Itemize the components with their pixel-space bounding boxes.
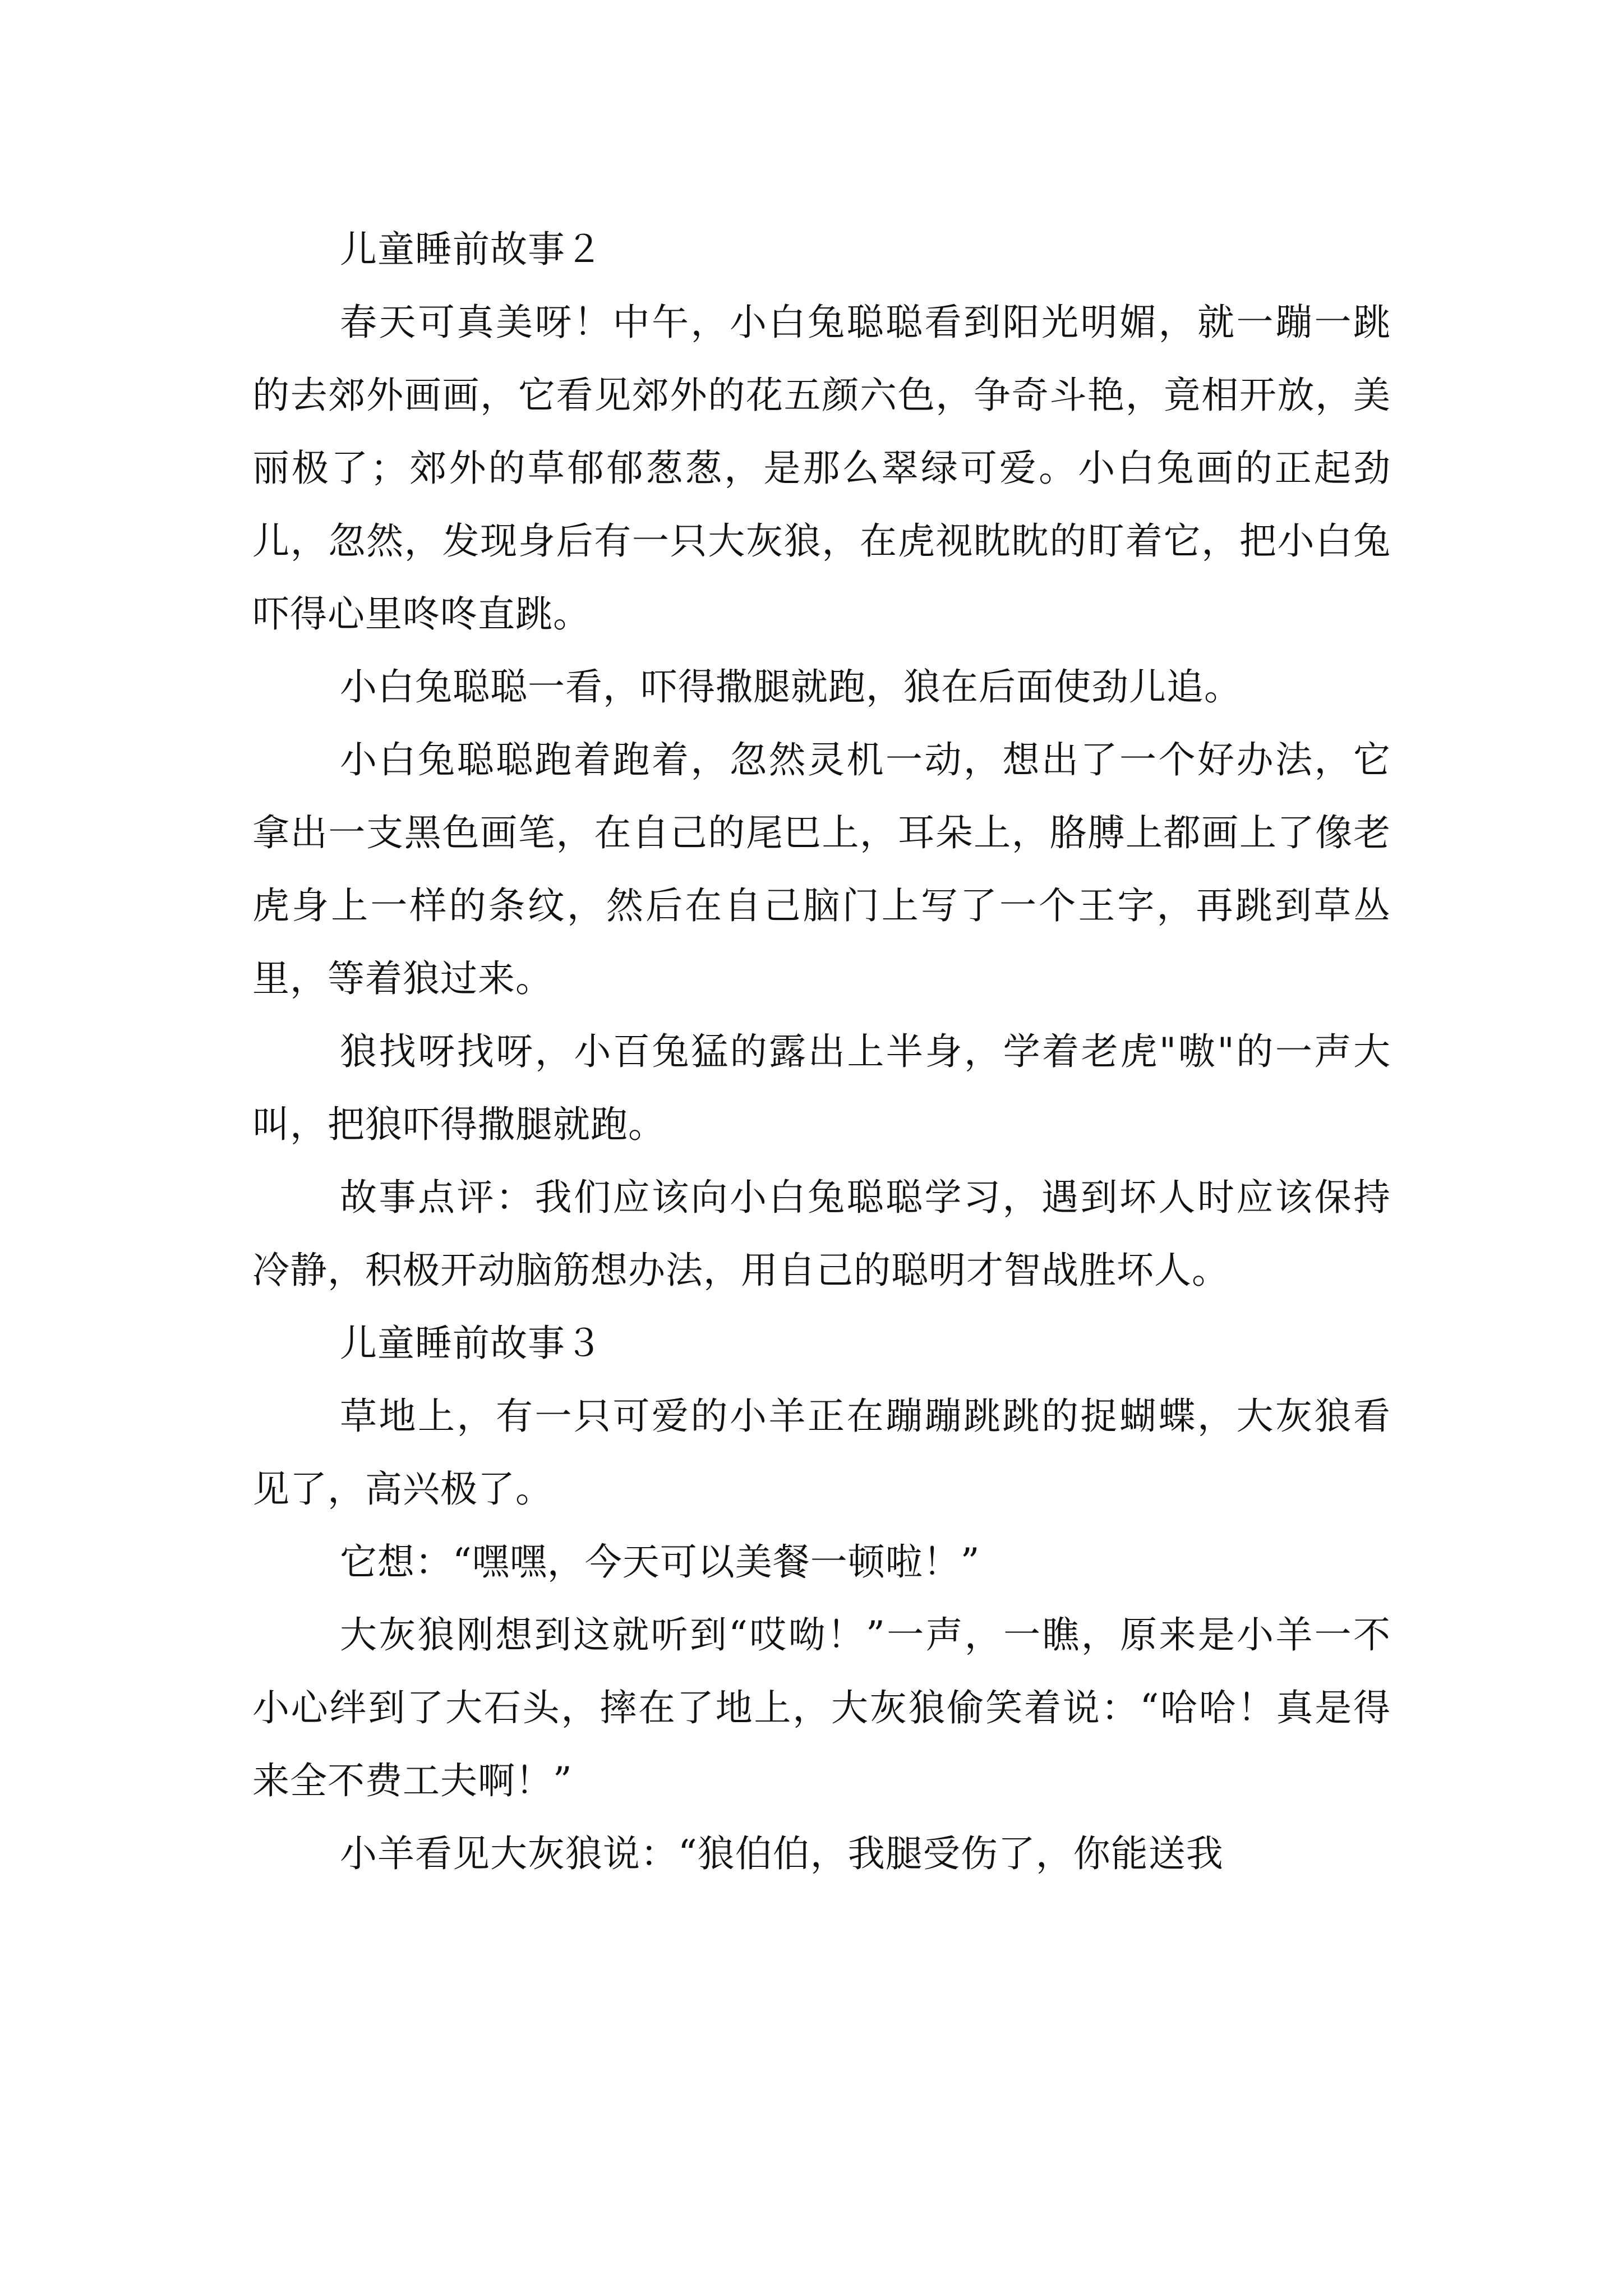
story-3-heading: 儿童睡前故事３ — [340, 1322, 603, 1365]
story-2-paragraph: 春天可真美呀！中午，小白兔聪聪看到阳光明媚，就一蹦一跳的去郊外画画，它看见郊外的花五颜六色，争奇斗艳，竟相开放，美丽极了；郊外的草郁郁葱葱，是那么翠绿可爱。小白兔画的正起劲儿，忽然，发现身后有一只大灰狼，在虎视眈眈的盯着它，把小白兔吓得心里咚咚直跳。 — [252, 301, 1391, 636]
story-3-paragraph: 草地上，有一只可爱的小羊正在蹦蹦跳跳的捉蝴蝶，大灰狼看见了，高兴极了。 — [252, 1395, 1391, 1511]
document-body — [252, 213, 1391, 1890]
story-3-paragraph: 小羊看见大灰狼说：“狼伯伯，我腿受伤了，你能送我 — [340, 1832, 1224, 1875]
story-2-commentary: 故事点评：我们应该向小白兔聪聪学习，遇到坏人时应该保持冷静，积极开动脑筋想办法，用自己的聪明才智战胜坏人。 — [252, 1176, 1391, 1292]
story-3-paragraph: 大灰狼刚想到这就听到“哎呦！”一声，一瞧，原来是小羊一不小心绊到了大石头，摔在了地上，大灰狼偷笑着说：“哈哈！真是得来全不费工夫啊！” — [252, 1613, 1391, 1802]
story-2-paragraph: 狼找呀找呀，小百兔猛的露出上半身，学着老虎"嗷"的一声大叫，把狼吓得撒腿就跑。 — [252, 1030, 1391, 1146]
story-2-paragraph: 小白兔聪聪跑着跑着，忽然灵机一动，想出了一个好办法，它拿出一支黑色画笔，在自己的尾巴上，耳朵上，胳膊上都画上了像老虎身上一样的条纹，然后在自己脑门上写了一个王字，再跳到草丛里，等着狼过来。 — [252, 738, 1391, 1000]
story-2-paragraph: 小白兔聪聪一看，吓得撒腿就跑，狼在后面使劲儿追。 — [340, 665, 1242, 708]
story-2-heading: 儿童睡前故事２ — [340, 228, 603, 271]
story-3-paragraph: 它想：“嘿嘿，今天可以美餐一顿啦！” — [340, 1540, 980, 1584]
